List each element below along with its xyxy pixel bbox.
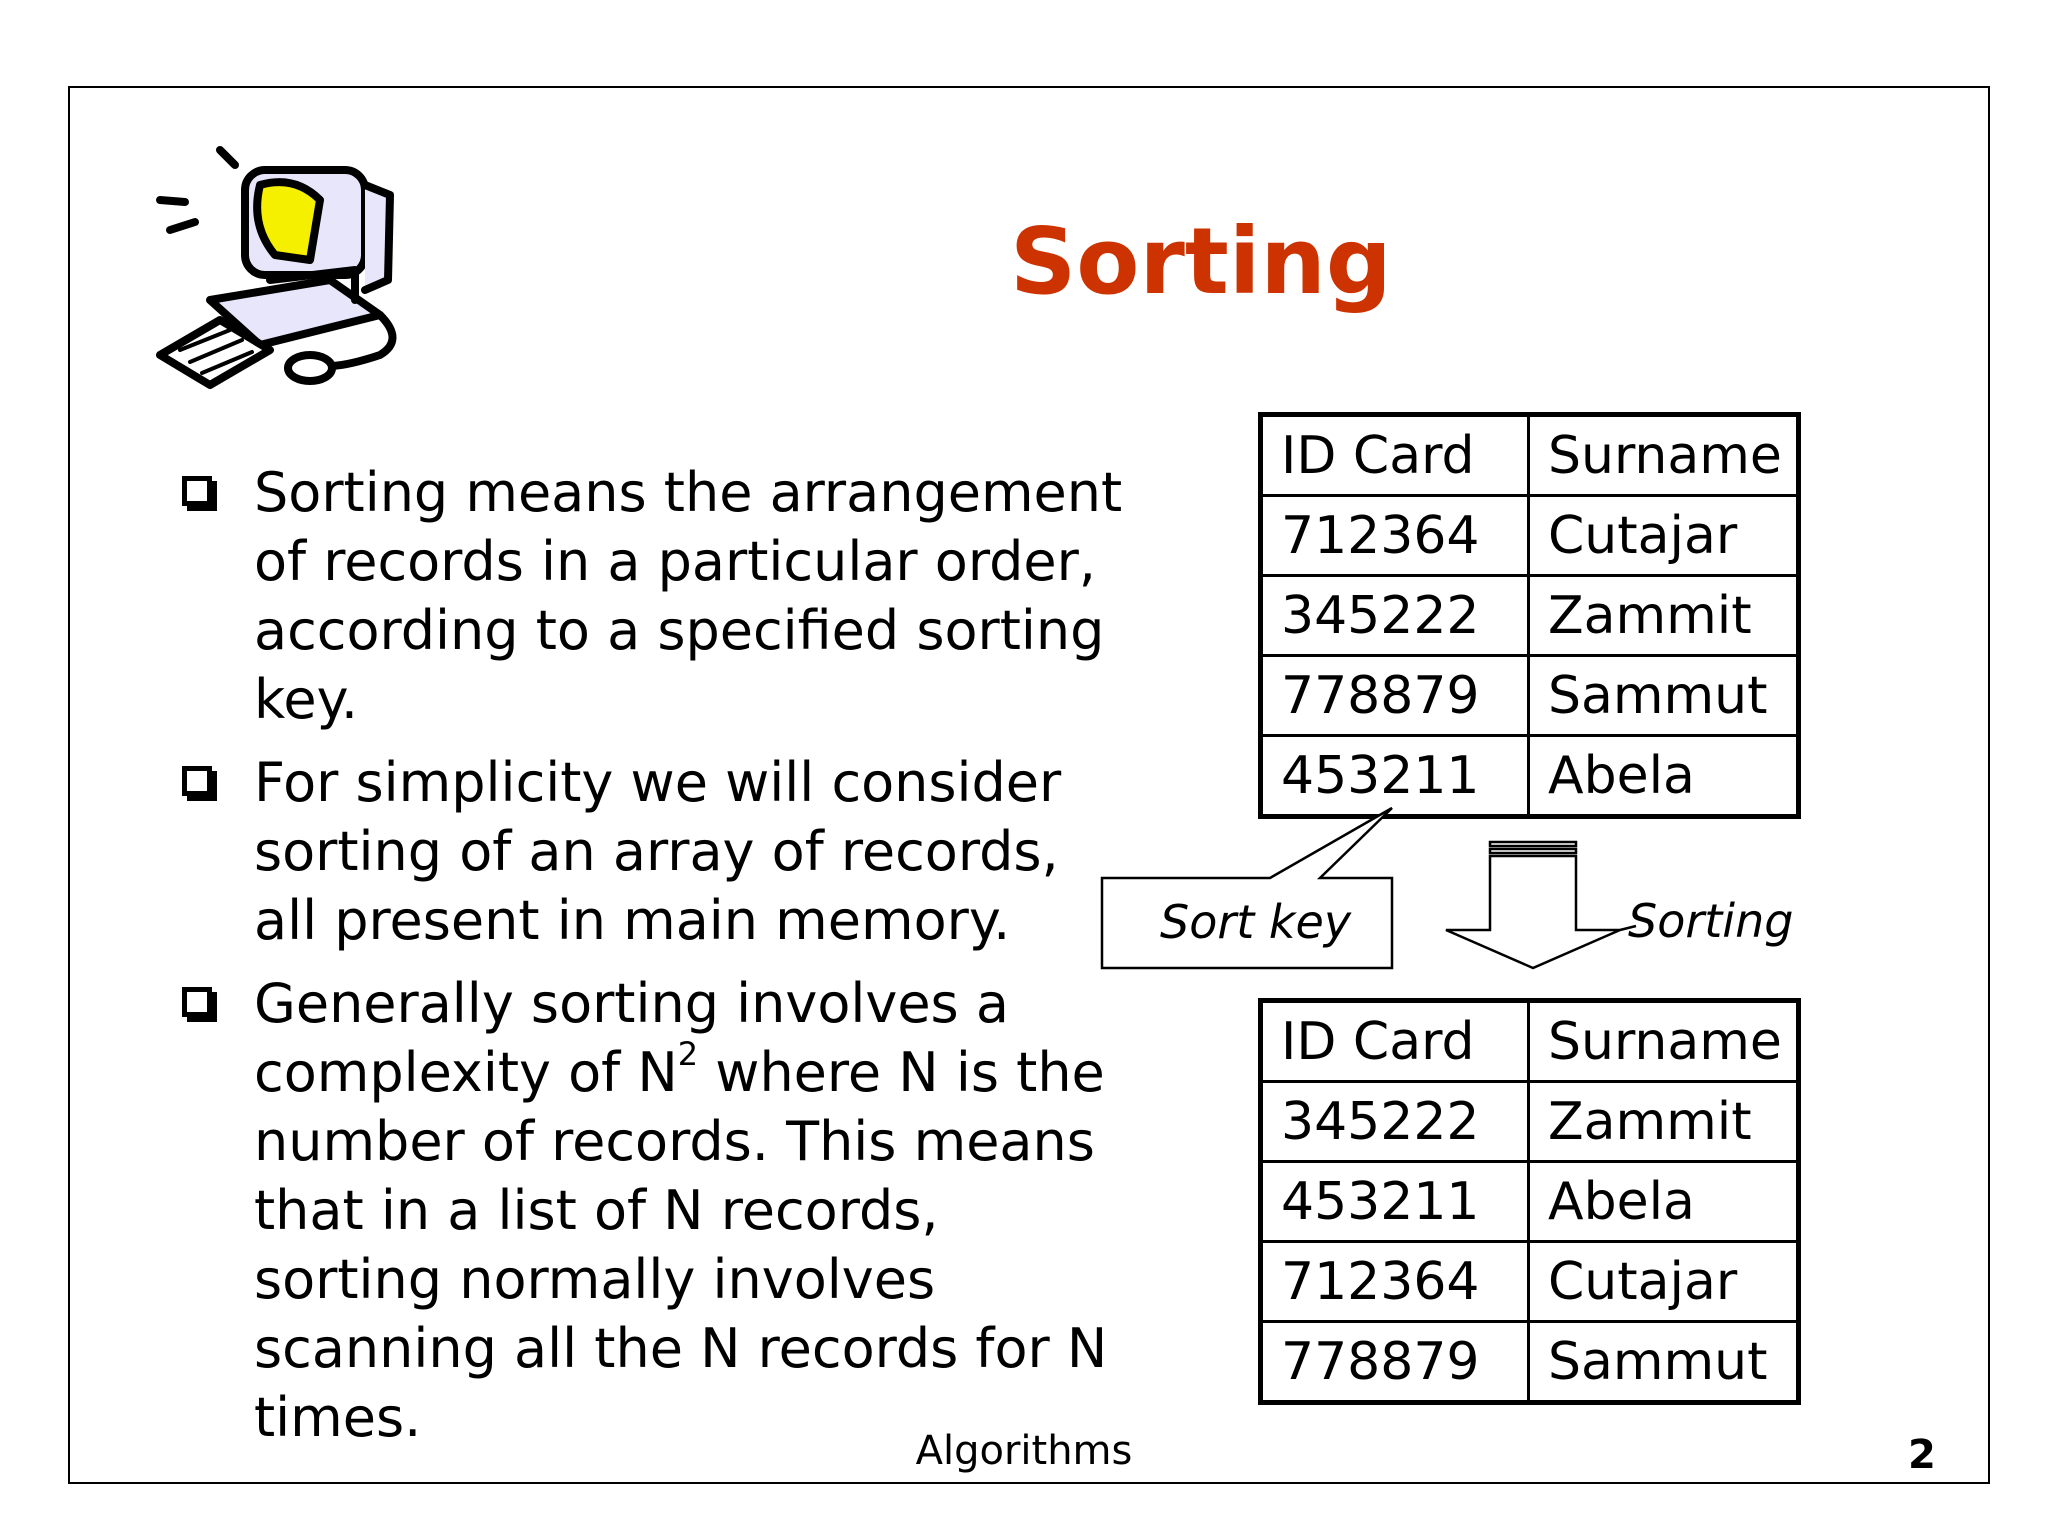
bullet-list [178,458,1138,1466]
cell-surname: Cutajar [1529,496,1799,576]
bullet-text-end: where N is the number of records. This means that in a list of N records, sorting normally involves scanning all the N records for N times. [254,1041,1108,1449]
slide-title: Sorting [1010,208,1392,315]
table-row [1261,1322,1799,1403]
table-row [1261,1082,1799,1162]
cell-id: 778879 [1261,1322,1529,1403]
cell-id: 345222 [1261,1082,1529,1162]
down-arrow-icon [1440,840,1640,970]
header-id-card: ID Card [1261,1001,1529,1082]
sorted-records-table [1258,998,1801,1405]
page-number: 2 [1908,1432,1936,1478]
header-surname: Surname [1529,1001,1799,1082]
bullet-text: Sorting means the arrangement of records in a particular order, according to a specified sorting key. [254,461,1123,731]
sorting-arrow-label: Sorting [1628,894,1794,948]
cell-id: 712364 [1261,496,1529,576]
computer-user-clipart-icon [150,130,410,390]
superscript: 2 [677,1035,699,1073]
table-row [1261,1162,1799,1242]
header-surname: Surname [1529,415,1799,496]
cell-id: 345222 [1261,576,1529,656]
bullet-text: For simplicity we will consider sorting of an array of records, all present in main memory. [254,751,1062,952]
cell-id: 712364 [1261,1242,1529,1322]
cell-surname: Sammut [1529,1322,1799,1403]
cell-id: 453211 [1261,736,1529,817]
bullet-item [178,458,1138,734]
bullet-text-start: Generally sorting involves a complexity of N [254,972,1009,1104]
cell-id: 778879 [1261,656,1529,736]
bullet-item [178,748,1138,955]
sort-key-label: Sort key [1160,895,1352,949]
cell-surname: Cutajar [1529,1242,1799,1322]
cell-surname: Zammit [1529,576,1799,656]
slide-footer: Algorithms [915,1428,1133,1474]
cell-surname: Zammit [1529,1082,1799,1162]
bullet-item [178,969,1138,1452]
table-row [1261,496,1799,576]
table-row [1261,656,1799,736]
header-id-card: ID Card [1261,415,1529,496]
checkbox-bullet-icon [182,987,212,1017]
table-header-row [1261,415,1799,496]
checkbox-bullet-icon [182,766,212,796]
cell-id: 453211 [1261,1162,1529,1242]
table-row [1261,1242,1799,1322]
table-header-row [1261,1001,1799,1082]
cell-surname: Abela [1529,1162,1799,1242]
cell-surname: Abela [1529,736,1799,817]
cell-surname: Sammut [1529,656,1799,736]
table-row [1261,576,1799,656]
unsorted-records-table [1258,412,1801,819]
checkbox-bullet-icon [182,476,212,506]
